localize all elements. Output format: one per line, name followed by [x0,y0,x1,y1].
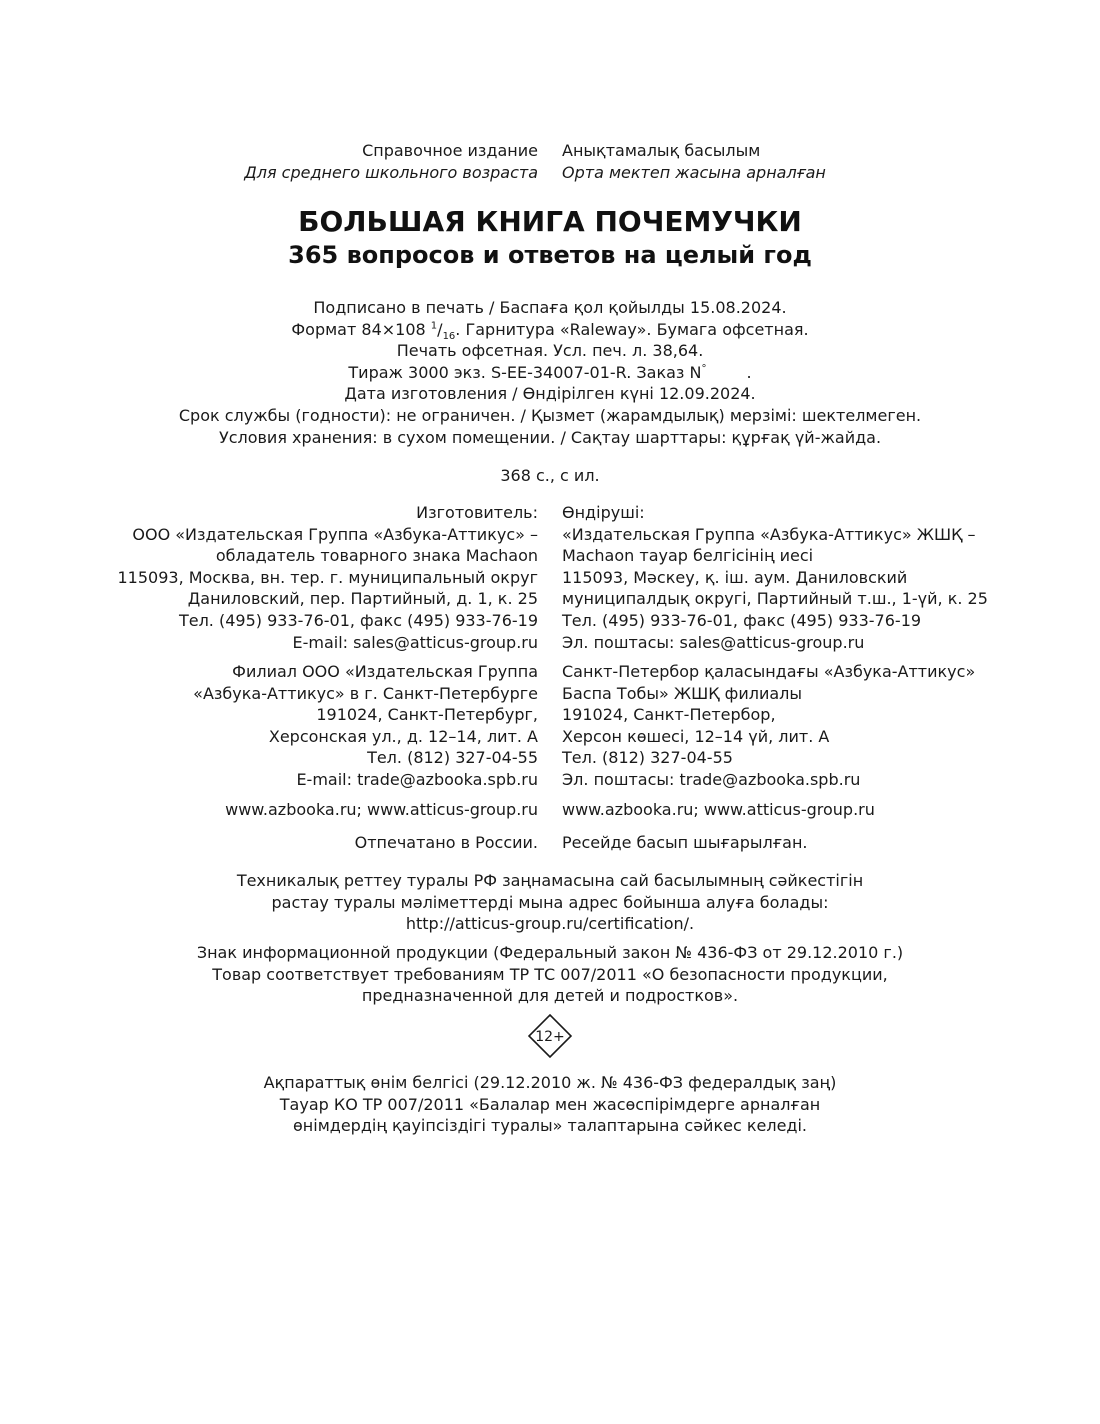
header-block [0,140,1100,183]
manufacturer-ru-line: 115093, Москва, вн. тер. г. муниципальный округ [117,567,538,587]
imprint-signed: Подписано в печать / Баспаға қол қойылды 15.08.2024. [313,298,787,317]
imprint-print: Печать офсетная. Усл. печ. л. 38,64. [396,341,704,361]
branch-kk-line: Тел. (812) 327-04-55 [562,748,733,768]
sign-ru-line: Знак информационной продукции (Федеральный закон № 436-ФЗ от 29.12.2010 г.) [196,943,904,962]
branch-kk-line: Херсон көшесі, 12–14 үй, лит. А [562,726,830,746]
format-rest: . Гарнитура «Raleway». Бумага офсетная. [455,319,809,339]
age-rating-label: 12+ [535,1029,565,1045]
imprint-storage: Условия хранения: в сухом помещении. / Сақтау шарттары: құрғақ үй-жайда. [218,427,882,447]
tech-line: Техникалық реттеу туралы РФ заңнамасына сай басылымның сәйкестігін [236,871,864,890]
sign-kk-line: Ақпараттық өнім белгісі (29.12.2010 ж. № 436-ФЗ федералдық заң) [263,1073,837,1092]
age-rating-badge [528,1014,572,1058]
manufacturer-ru-line: Изготовитель: [416,503,538,522]
title-block [0,205,1100,271]
web-kk: www.azbooka.ru; www.atticus-group.ru [562,800,875,819]
branch-ru-line: «Азбука-Аттикус» в г. Санкт-Петербурге [193,683,538,703]
manufacturer-kk-line: «Издательская Группа «Азбука-Аттикус» ЖШҚ – [562,524,976,544]
tech-line: http://atticus-group.ru/certification/. [405,914,695,934]
sign-kk-line: өнімдердің қауіпсіздігі туралы» талаптарына сәйкес келеді. [293,1116,807,1136]
manufacturer-ru-line: Даниловский, пер. Партийный, д. 1, к. 25 [187,589,538,609]
header-ru-type: Справочное издание [362,141,538,160]
manufacturer-block [0,502,1100,653]
manufacturer-kk-line: Machaon тауар белгісінің иесі [562,546,814,566]
imprint-date: Дата изготовления / Өндірілген күні 12.09.2024. [344,384,756,404]
run-degree: ° [701,363,707,375]
tech-line: растау туралы мәліметтерді мына адрес бойынша алуға болады: [271,892,829,912]
manufacturer-ru-line: ООО «Издательская Группа «Азбука-Аттикус» – [132,524,538,544]
format-numerator: 1 [430,320,438,332]
run-text: Тираж 3000 экз. S-EE-34007-01-R. Заказ N [348,362,702,382]
manufacturer-kk-line: 115093, Мәскеу, қ. іш. аум. Даниловский [562,567,908,587]
manufacturer-kk-line: Өндіруші: [562,503,645,522]
imprint-format [0,319,1100,341]
imprint-block [0,297,1100,487]
sign-kk-block [0,1072,1100,1137]
manufacturer-ru-line: E-mail: sales@atticus-group.ru [292,632,538,652]
header-kk-type: Анықтамалық басылым [562,141,761,160]
tech-block [0,870,1100,935]
book-title: БОЛЬШАЯ КНИГА ПОЧЕМУЧКИ [298,205,802,238]
branch-kk-line: 191024, Санкт-Петербор, [562,705,776,725]
web-ru: www.azbooka.ru; www.atticus-group.ru [225,800,538,819]
manufacturer-ru-line: обладатель товарного знака Machaon [215,546,538,566]
format-denominator: 16 [442,330,456,342]
branch-kk-line: Баспа Тобы» ЖШҚ филиалы [562,683,803,703]
printed-block [0,832,1100,854]
printed-kk: Ресейде басып шығарылған. [562,833,808,852]
branch-kk-line: Эл. поштасы: trade@azbooka.spb.ru [562,769,861,789]
manufacturer-kk-line: Эл. поштасы: sales@atticus-group.ru [562,632,865,652]
branch-ru-line: Филиал ООО «Издательская Группа [232,662,538,681]
manufacturer-kk-line: Тел. (495) 933-76-01, факс (495) 933-76-19 [562,610,922,630]
imprint-service: Срок службы (годности): не ограничен. / Қызмет (жарамдылық) мерзімі: шектелмеген. [178,405,922,425]
book-subtitle: 365 вопросов и ответов на целый год [288,241,812,269]
branch-block [0,661,1100,791]
branch-ru-line: 191024, Санкт-Петербург, [316,705,538,725]
branch-kk-line: Санкт-Петербор қаласындағы «Азбука-Аттикус» [562,662,976,681]
branch-ru-line: Тел. (812) 327-04-55 [367,748,538,768]
run-end: . [746,362,752,382]
manufacturer-ru-line: Тел. (495) 933-76-01, факс (495) 933-76-19 [178,610,538,630]
sign-kk-line: Тауар КО ТР 007/2011 «Балалар мен жасөспірімдерге арналған [279,1094,821,1114]
web-block [0,799,1100,821]
sign-ru-line: Товар соответствует требованиям ТР ТС 007/2011 «О безопасности продукции, [212,964,888,984]
branch-ru-line: Херсонская ул., д. 12–14, лит. А [268,726,538,746]
header-ru-age: Для среднего школьного возраста [244,162,538,182]
printed-ru: Отпечатано в России. [354,833,538,852]
header-kk-age: Орта мектеп жасына арналған [562,162,826,182]
imprint-pages: 368 с., с ил. [500,466,600,486]
manufacturer-kk-line: муниципалдық округі, Партийный т.ш., 1-үй, к. 25 [562,589,988,609]
format-slash: / [437,319,443,339]
sign-ru-block [0,942,1100,1007]
sign-ru-line: предназначенной для детей и подростков». [361,986,739,1006]
branch-ru-line: E-mail: trade@azbooka.spb.ru [296,769,538,789]
format-text: Формат 84×108 [291,319,426,339]
imprint-run [0,362,1100,384]
